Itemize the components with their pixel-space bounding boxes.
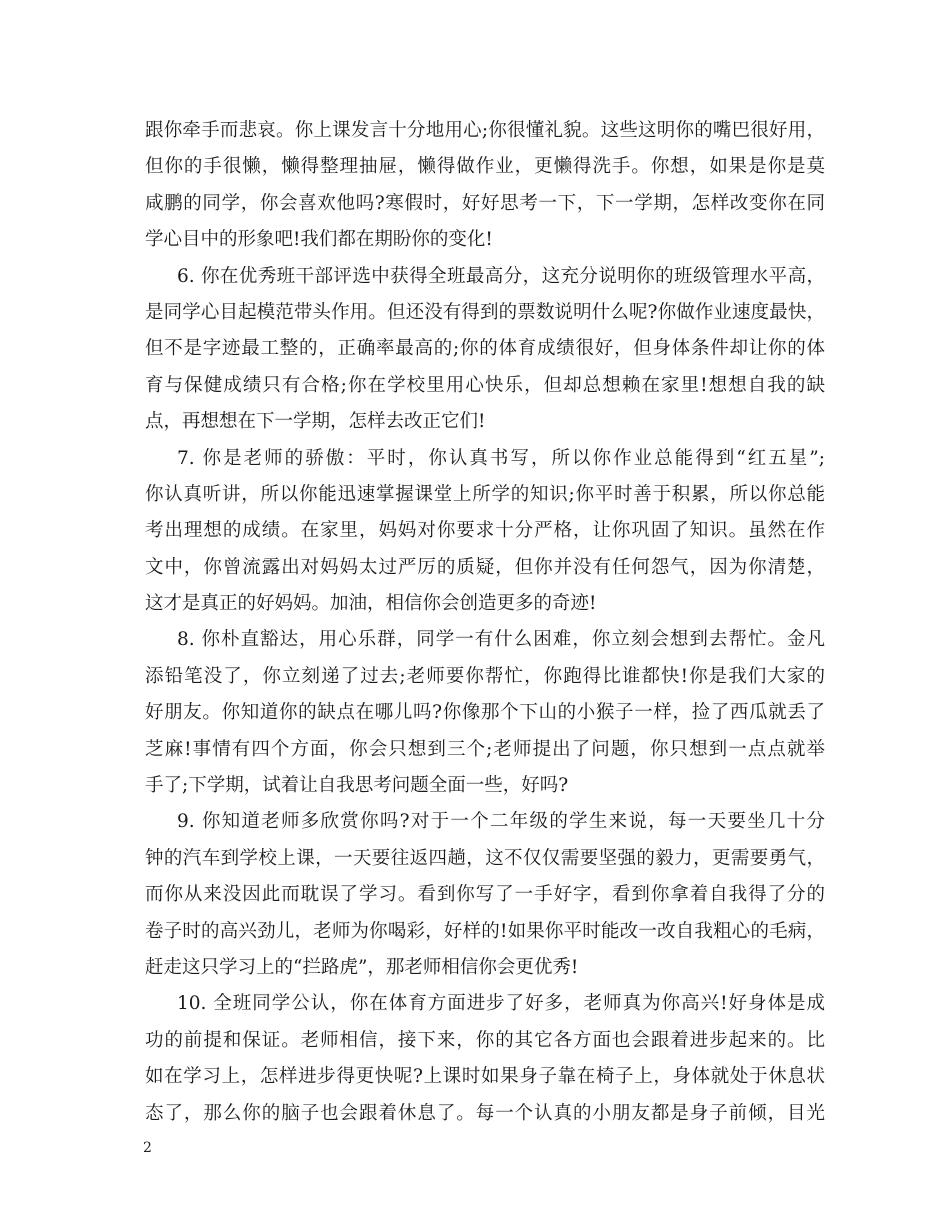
- text-line: 芝麻!事情有四个方面，你会只想到三个;老师提出了问题，你只想到一点点就举: [145, 738, 825, 760]
- paragraph-9-start: 9. 你知道老师多欣赏你吗?对于一个二年级的学生来说，每一天要坐几十分: [177, 811, 825, 833]
- text-line: 态了，那么你的脑子也会跟着休息了。每一个认真的小朋友都是身子前倾，目光: [145, 1102, 825, 1124]
- text-line: 卷子时的高兴劲儿，老师为你喝彩，好样的!如果你平时能改一改自我粗心的毛病，: [145, 920, 825, 942]
- text-line: 但不是字迹最工整的，正确率最高的;你的体育成绩很好，但身体条件却让你的体: [145, 338, 825, 360]
- text-line: 考出理想的成绩。在家里，妈妈对你要求十分严格，让你巩固了知识。虽然在作: [145, 520, 825, 542]
- paragraph-10-start: 10. 全班同学公认，你在体育方面进步了好多，老师真为你高兴!好身体是成: [177, 993, 825, 1015]
- text-line: 点，再想想在下一学期，怎样去改正它们!: [145, 411, 486, 433]
- text-line: 而你从来没因此而耽误了学习。看到你写了一手好字，看到你拿着自我得了分的: [145, 884, 825, 906]
- text-line: 这才是真正的好妈妈。加油，相信你会创造更多的奇迹!: [145, 593, 597, 615]
- text-line: 你认真听讲，所以你能迅速掌握课堂上所学的知识;你平时善于积累，所以你总能: [145, 483, 825, 505]
- paragraph-8-start: 8. 你朴直豁达，用心乐群，同学一有什么困难，你立刻会想到去帮忙。金凡: [177, 629, 825, 651]
- text-line: 赶走这只学习上的“拦路虎”，那老师相信你会更优秀!: [145, 956, 579, 978]
- text-line: 是同学心目起模范带头作用。但还没有得到的票数说明什么呢?你做作业速度最快，: [145, 301, 825, 323]
- text-line: 育与保健成绩只有合格;你在学校里用心快乐，但却总想赖在家里!想想自我的缺: [145, 374, 825, 396]
- text-line: 文中，你曾流露出对妈妈太过严厉的质疑，但你并没有任何怨气，因为你清楚，: [145, 556, 825, 578]
- text-line: 学心目中的形象吧!我们都在期盼你的变化!: [145, 229, 493, 251]
- text-line: 如在学习上，怎样进步得更快呢?上课时如果身子靠在椅子上，身体就处于休息状: [145, 1066, 825, 1088]
- text-line: 添铅笔没了，你立刻递了过去;老师要你帮忙，你跑得比谁都快!你是我们大家的: [145, 665, 825, 687]
- text-line: 钟的汽车到学校上课，一天要往返四趟，这不仅仅需要坚强的毅力，更需要勇气，: [145, 847, 825, 869]
- text-line: 手了;下学期，试着让自我思考问题全面一些，好吗?: [145, 775, 569, 797]
- text-line: 功的前提和保证。老师相信，接下来，你的其它各方面也会跟着进步起来的。比: [145, 1029, 825, 1051]
- body-text: [145, 113, 825, 1132]
- page-number: 2: [143, 1140, 152, 1156]
- paragraph-6-start: 6. 你在优秀班干部评选中获得全班最高分，这充分说明你的班级管理水平高，: [177, 265, 825, 287]
- paragraph-7-start: 7. 你是老师的骄傲：平时，你认真书写，所以你作业总能得到“红五星”;: [177, 447, 825, 469]
- text-line: 跟你牵手而悲哀。你上课发言十分地用心;你很懂礼貌。这些这明你的嘴巴很好用，: [145, 120, 825, 141]
- text-line: 好朋友。你知道你的缺点在哪儿吗?你像那个下山的小猴子一样，捡了西瓜就丢了: [145, 702, 825, 724]
- text-line: 咸鹏的同学，你会喜欢他吗?寒假时，好好思考一下，下一学期，怎样改变你在同: [145, 192, 825, 214]
- text-line: 但你的手很懒，懒得整理抽屉，懒得做作业，更懒得洗手。你想，如果是你是莫: [145, 156, 825, 178]
